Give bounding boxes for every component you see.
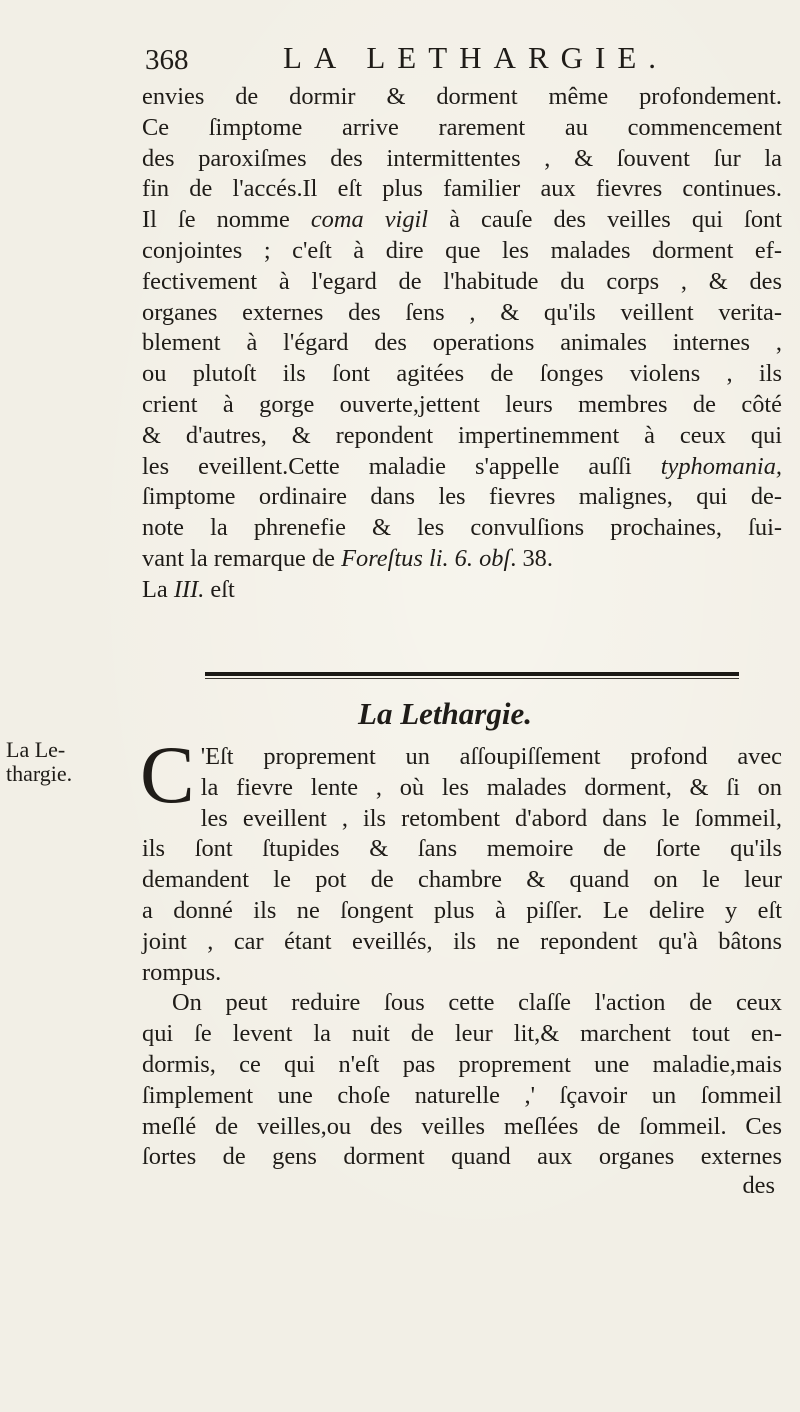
text-line-typhomania — [142, 452, 782, 483]
text-line: fin de l'accés.Il eſt plus familier aux fievres continues. — [142, 175, 782, 203]
text-line: note la phrenefie & les convulſions prochaines, ſui- — [142, 514, 782, 542]
text-line: qui ſe levent la nuit de leur lit,& marchent tout en- — [142, 1020, 782, 1048]
margin-note — [6, 738, 136, 786]
text-line: fectivement à l'egard de l'habitude du corps , & des — [142, 267, 782, 295]
text-line: a donné ils ne ſongent plus à piſſer. Le delire y eſt — [142, 896, 782, 924]
text-line-iii — [142, 575, 782, 606]
italic-numeral-iii: III. — [173, 575, 205, 603]
text-line: 'Eſt proprement un aſſoupiſſement profond avec — [200, 743, 782, 770]
page-number: 368 — [145, 44, 189, 76]
margin-note-line: La Le- — [6, 737, 66, 762]
text-line-paragraph-start: On peut reduire ſous cette claſſe l'action de ceux — [172, 989, 782, 1017]
text-fragment: à cauſe des veilles qui ſont — [428, 206, 783, 234]
running-head: LA LETHARGIE. — [283, 40, 669, 75]
text-line: joint , car étant eveillés, ils ne repondent qu'à bâtons — [142, 927, 782, 955]
italic-term-coma-vigil: coma vigil — [310, 206, 429, 234]
text-line: les eveillent , ils retombent d'abord dans le ſommeil, — [200, 804, 782, 832]
text-fragment: Il ſe nomme — [142, 206, 311, 234]
text-line: crient à gorge ouverte,jettent leurs membres de côté — [142, 390, 782, 418]
text-fragment: vant la remarque de — [142, 544, 342, 572]
text-line: envies de dormir & dorment même profondement. — [142, 83, 782, 110]
text-block-top — [142, 82, 782, 606]
text-line: meſlé de veilles,ou des veilles meſlées de ſommeil. Ces — [142, 1112, 782, 1140]
text-line: la fievre lente , où les malades dorment, & ſi on — [200, 773, 782, 801]
text-line: ſimptome ordinaire dans les fievres malignes, qui de- — [142, 483, 782, 511]
text-line-coma-vigil — [142, 205, 782, 236]
text-line: & d'autres, & repondent impertinemment à ceux qui — [142, 421, 782, 449]
text-fragment: les eveillent.Cette maladie s'appelle auſſi — [142, 452, 661, 480]
section-divider-rule — [205, 672, 739, 676]
text-line: ils ſont ſtupides & ſans memoire de ſorte qu'ils — [142, 835, 782, 863]
text-line: Ce ſimptome arrive rarement au commencement — [142, 113, 782, 141]
text-fragment: La — [142, 575, 174, 603]
page-header — [145, 40, 685, 84]
text-line: ou plutoſt ils ſont agitées de ſonges violens , ils — [142, 360, 782, 388]
text-fragment: eſt — [204, 575, 235, 603]
text-fragment: . 38. — [510, 544, 553, 572]
text-line: organes externes des ſens , & qu'ils veillent verita- — [142, 298, 782, 326]
text-line: demandent le pot de chambre & quand on le leur — [142, 866, 782, 894]
text-line: ſimplement une choſe naturelle ,' ſçavoir un ſommeil — [142, 1081, 782, 1109]
drop-cap: C — [140, 729, 195, 820]
text-line: blement à l'égard des operations animales internes , — [142, 329, 782, 357]
text-line: rompus. — [142, 958, 222, 986]
text-line: des paroxiſmes des intermittentes , & ſouvent ſur la — [142, 144, 782, 172]
section-title: La Lethargie. — [358, 696, 532, 731]
catchword: des — [742, 1172, 775, 1199]
text-line: dormis, ce qui n'eſt pas proprement une maladie,mais — [142, 1050, 782, 1078]
text-line: conjointes ; c'eſt à dire que les malades dorment ef- — [142, 236, 782, 264]
italic-term-typhomania: typhomania, — [660, 452, 782, 480]
text-line: ſortes de gens dorment quand aux organes externes — [142, 1143, 782, 1171]
margin-note-line: thargie. — [6, 761, 73, 786]
italic-citation-forestus: Foreſtus li. 6. obſ — [341, 544, 511, 572]
text-line-forestus — [142, 544, 782, 575]
text-block-lethargie — [140, 729, 782, 1173]
